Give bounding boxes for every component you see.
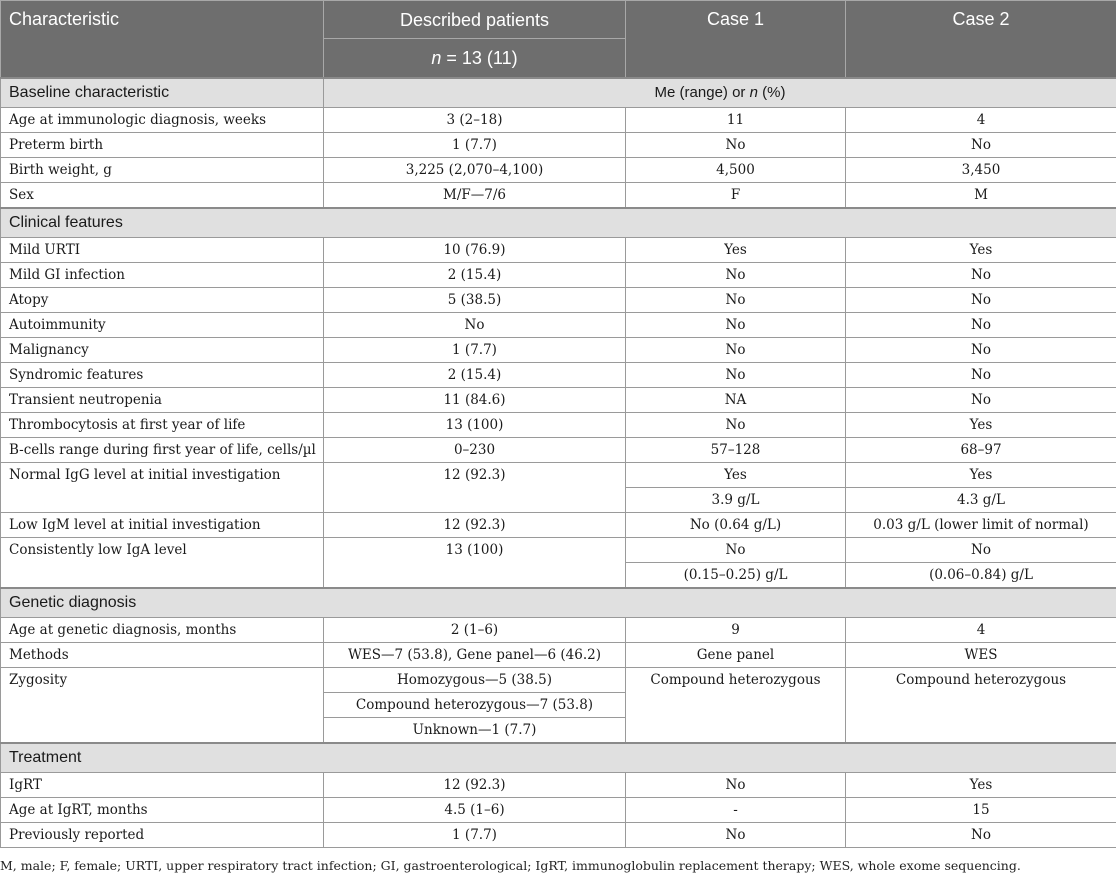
cell-described: 13 (100) xyxy=(324,413,626,438)
table-row xyxy=(1,463,1116,488)
cell-described: 11 (84.6) xyxy=(324,388,626,413)
table-row xyxy=(1,413,1116,438)
cell-case-1: Gene panel xyxy=(626,643,846,668)
table-row xyxy=(1,288,1116,313)
table-row xyxy=(1,823,1116,848)
cell-case-1: F xyxy=(626,183,846,209)
section-genetic xyxy=(1,588,1116,618)
cell-case-2: Yes xyxy=(846,773,1116,798)
section-title: Genetic diagnosis xyxy=(1,588,1116,618)
cell-case-1: Compound heterozygous xyxy=(626,668,846,744)
cell-case-2: M xyxy=(846,183,1116,209)
row-label: Normal IgG level at initial investigation xyxy=(1,463,324,513)
section-title: Baseline characteristic xyxy=(1,78,324,108)
cell-case-1: Yes xyxy=(626,463,846,488)
table-row xyxy=(1,363,1116,388)
cell-case-2: No xyxy=(846,338,1116,363)
header-case-2: Case 2 xyxy=(846,1,1116,79)
row-label: Age at genetic diagnosis, months xyxy=(1,618,324,643)
header-case-1: Case 1 xyxy=(626,1,846,79)
cell-described: 10 (76.9) xyxy=(324,238,626,263)
cell-case-2: No xyxy=(846,263,1116,288)
cell-described: Unknown—1 (7.7) xyxy=(324,718,626,744)
cell-described: Homozygous—5 (38.5) xyxy=(324,668,626,693)
row-label: Syndromic features xyxy=(1,363,324,388)
cell-described: 1 (7.7) xyxy=(324,338,626,363)
cell-case-2: 68–97 xyxy=(846,438,1116,463)
cell-case-2: Yes xyxy=(846,238,1116,263)
cell-case-2: Compound heterozygous xyxy=(846,668,1116,744)
table-row xyxy=(1,668,1116,693)
cell-case-1: - xyxy=(626,798,846,823)
cell-case-1: NA xyxy=(626,388,846,413)
cell-case-2: No xyxy=(846,538,1116,563)
cell-case-1: 3.9 g/L xyxy=(626,488,846,513)
cell-described: No xyxy=(324,313,626,338)
cell-case-1: No xyxy=(626,413,846,438)
table-row xyxy=(1,643,1116,668)
cell-case-1: No xyxy=(626,363,846,388)
row-label: B-cells range during first year of life, cells/µl xyxy=(1,438,324,463)
table-row xyxy=(1,313,1116,338)
row-label: Consistently low IgA level xyxy=(1,538,324,589)
cell-described: M/F—7/6 xyxy=(324,183,626,209)
cell-case-2: No xyxy=(846,313,1116,338)
section-title: Clinical features xyxy=(1,208,1116,238)
cell-case-1: Yes xyxy=(626,238,846,263)
cell-case-2: 0.03 g/L (lower limit of normal) xyxy=(846,513,1116,538)
cell-case-1: 57–128 xyxy=(626,438,846,463)
table-row xyxy=(1,108,1116,133)
row-label: Preterm birth xyxy=(1,133,324,158)
row-label: Transient neutropenia xyxy=(1,388,324,413)
cell-case-1: No xyxy=(626,133,846,158)
cell-described: 13 (100) xyxy=(324,538,626,589)
table-row xyxy=(1,773,1116,798)
cell-case-2: 4 xyxy=(846,618,1116,643)
table-row xyxy=(1,183,1116,209)
cell-case-2: 4 xyxy=(846,108,1116,133)
cell-described: 4.5 (1–6) xyxy=(324,798,626,823)
cell-case-2: WES xyxy=(846,643,1116,668)
cell-described: 2 (15.4) xyxy=(324,363,626,388)
header-characteristic: Characteristic xyxy=(1,1,324,79)
table-row xyxy=(1,263,1116,288)
row-label: Atopy xyxy=(1,288,324,313)
cell-case-2: No xyxy=(846,133,1116,158)
cell-case-1: No xyxy=(626,263,846,288)
cell-case-1: 4,500 xyxy=(626,158,846,183)
row-label: Mild URTI xyxy=(1,238,324,263)
cell-described: WES—7 (53.8), Gene panel—6 (46.2) xyxy=(324,643,626,668)
cell-described: 12 (92.3) xyxy=(324,773,626,798)
cell-described: 5 (38.5) xyxy=(324,288,626,313)
table-row xyxy=(1,538,1116,563)
cell-case-2: No xyxy=(846,388,1116,413)
cell-described: 3,225 (2,070–4,100) xyxy=(324,158,626,183)
cell-described: 0–230 xyxy=(324,438,626,463)
cell-case-2: 4.3 g/L xyxy=(846,488,1116,513)
cell-case-2: (0.06–0.84) g/L xyxy=(846,563,1116,589)
cell-described: 12 (92.3) xyxy=(324,513,626,538)
cell-case-1: No xyxy=(626,773,846,798)
row-label: Age at immunologic diagnosis, weeks xyxy=(1,108,324,133)
row-label: IgRT xyxy=(1,773,324,798)
cell-case-2: Yes xyxy=(846,413,1116,438)
cell-described: 12 (92.3) xyxy=(324,463,626,513)
cell-described: 2 (15.4) xyxy=(324,263,626,288)
cell-case-2: 15 xyxy=(846,798,1116,823)
cell-case-2: No xyxy=(846,288,1116,313)
cell-case-1: No xyxy=(626,338,846,363)
row-label: Autoimmunity xyxy=(1,313,324,338)
table-row xyxy=(1,388,1116,413)
cell-case-2: Yes xyxy=(846,463,1116,488)
row-label: Methods xyxy=(1,643,324,668)
table-row xyxy=(1,438,1116,463)
table-footnote: M, male; F, female; URTI, upper respiratory tract infection; GI, gastroenterological; IgRT, immunoglobulin replacement therapy; WES, whole exome sequencing. xyxy=(0,858,1021,873)
table-row xyxy=(1,338,1116,363)
table-row xyxy=(1,238,1116,263)
table-row xyxy=(1,158,1116,183)
header-n-count: n = 13 (11) xyxy=(324,39,626,79)
cell-case-1: No xyxy=(626,538,846,563)
row-label: Previously reported xyxy=(1,823,324,848)
table-row xyxy=(1,618,1116,643)
section-title: Treatment xyxy=(1,743,1116,773)
row-label: Mild GI infection xyxy=(1,263,324,288)
section-treatment xyxy=(1,743,1116,773)
table-row xyxy=(1,798,1116,823)
cell-case-2: No xyxy=(846,363,1116,388)
cell-case-1: No xyxy=(626,313,846,338)
row-label: Malignancy xyxy=(1,338,324,363)
section-clinical xyxy=(1,208,1116,238)
cell-case-1: 11 xyxy=(626,108,846,133)
row-label: Zygosity xyxy=(1,668,324,744)
cell-case-1: No xyxy=(626,288,846,313)
row-label: Sex xyxy=(1,183,324,209)
row-label: Thrombocytosis at first year of life xyxy=(1,413,324,438)
cell-described: 1 (7.7) xyxy=(324,133,626,158)
row-label: Low IgM level at initial investigation xyxy=(1,513,324,538)
cell-case-1: 9 xyxy=(626,618,846,643)
cell-case-1: No xyxy=(626,823,846,848)
header-described-patients: Described patients xyxy=(324,1,626,39)
cell-described: 1 (7.7) xyxy=(324,823,626,848)
cell-case-1: (0.15–0.25) g/L xyxy=(626,563,846,589)
row-label: Age at IgRT, months xyxy=(1,798,324,823)
section-baseline xyxy=(1,78,1116,108)
cell-case-2: No xyxy=(846,823,1116,848)
table-row xyxy=(1,513,1116,538)
table-row xyxy=(1,133,1116,158)
cell-case-2: 3,450 xyxy=(846,158,1116,183)
cell-described: Compound heterozygous—7 (53.8) xyxy=(324,693,626,718)
row-label: Birth weight, g xyxy=(1,158,324,183)
cell-case-1: No (0.64 g/L) xyxy=(626,513,846,538)
section-subheader: Me (range) or n (%) xyxy=(324,78,1116,108)
cell-described: 3 (2–18) xyxy=(324,108,626,133)
cell-described: 2 (1–6) xyxy=(324,618,626,643)
